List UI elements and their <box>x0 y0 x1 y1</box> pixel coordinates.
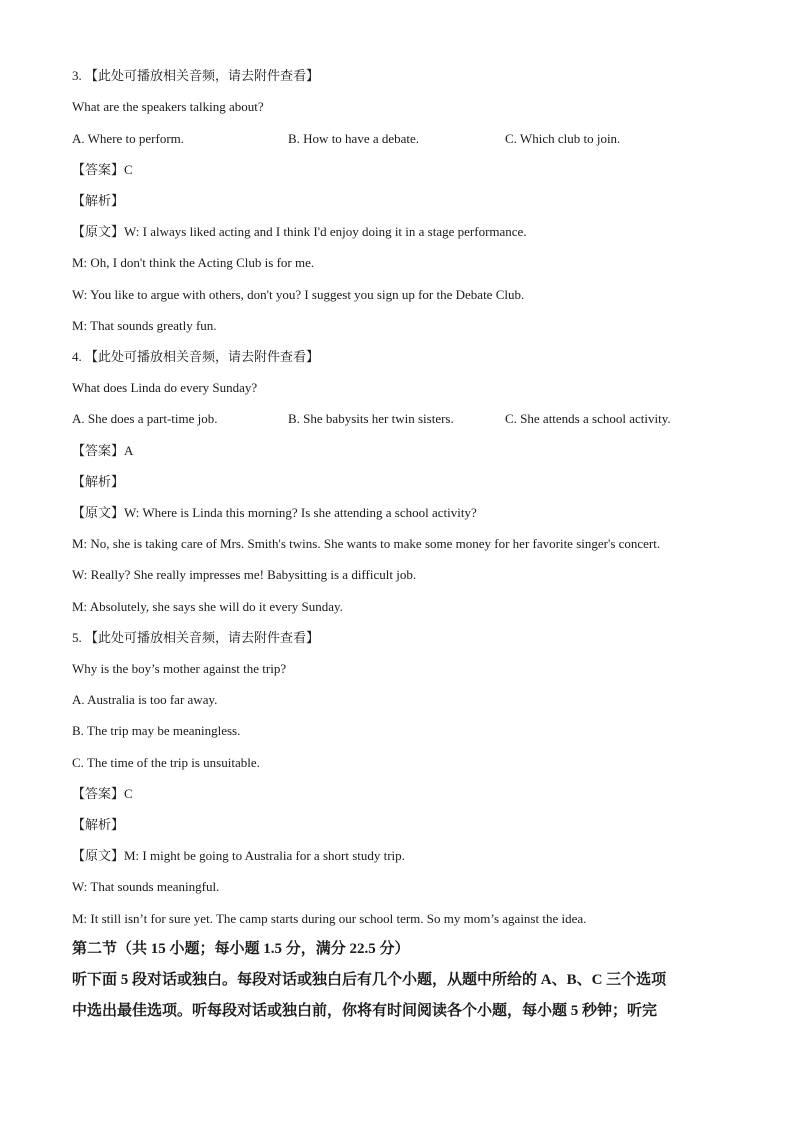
q3-option-a: A. Where to perform. <box>72 131 185 146</box>
q3-answer: 【答案】C <box>72 162 133 177</box>
q5-transcript-line: M: It still isn’t for sure yet. The camp starts during our school term. So my mom’s against the idea. <box>72 911 587 926</box>
q3-option-c: C. Which club to join. <box>505 131 621 146</box>
q5-option-b: B. The trip may be meaningless. <box>72 723 241 738</box>
q3-transcript-line: W: You like to argue with others, don't you? I suggest you sign up for the Debate Club. <box>72 287 525 302</box>
q3-transcript-line: 【原文】W: I always liked acting and I think I'd enjoy doing it in a stage performance. <box>72 224 527 239</box>
q5-header: 5. 【此处可播放相关音频，请去附件查看】 <box>72 630 320 645</box>
q4-transcript-line: M: Absolutely, she says she will do it every Sunday. <box>72 599 343 614</box>
q3-analysis: 【解析】 <box>72 193 125 208</box>
q5-analysis: 【解析】 <box>72 817 125 832</box>
q4-transcript-line: W: Really? She really impresses me! Babysitting is a difficult job. <box>72 567 417 582</box>
q3-options <box>72 131 732 147</box>
q5-option-c: C. The time of the trip is unsuitable. <box>72 755 260 770</box>
q4-transcript-line: 【原文】W: Where is Linda this morning? Is she attending a school activity? <box>72 505 477 520</box>
q3-header: 3. 【此处可播放相关音频，请去附件查看】 <box>72 68 320 83</box>
q5-transcript-line: 【原文】M: I might be going to Australia for a short study trip. <box>72 848 405 863</box>
section2-instructions-line: 听下面 5 段对话或独白。每段对话或独白后有几个小题，从题中所给的 A、B、C 三个选项 <box>72 972 667 988</box>
q4-option-c: C. She attends a school activity. <box>505 411 671 426</box>
q3-transcript-line: M: That sounds greatly fun. <box>72 318 217 333</box>
q5-answer: 【答案】C <box>72 786 133 801</box>
q4-question: What does Linda do every Sunday? <box>72 380 258 395</box>
q4-analysis: 【解析】 <box>72 474 125 489</box>
q5-option-a: A. Australia is too far away. <box>72 692 218 707</box>
q3-question: What are the speakers talking about? <box>72 99 264 114</box>
q5-question: Why is the boy’s mother against the trip? <box>72 661 287 676</box>
section2-title: 第二节（共 15 小题；每小题 1.5 分，满分 22.5 分） <box>72 941 410 957</box>
q4-transcript-line: M: No, she is taking care of Mrs. Smith's twins. She wants to make some money for her favorite singer's concert. <box>72 536 661 551</box>
q4-answer: 【答案】A <box>72 443 134 458</box>
q4-option-a: A. She does a part-time job. <box>72 411 218 426</box>
section2-instructions-line: 中选出最佳选项。听每段对话或独白前，你将有时间阅读各个小题，每小题 5 秒钟；听完 <box>72 1003 658 1019</box>
q4-options <box>72 411 732 427</box>
q3-option-b: B. How to have a debate. <box>288 131 420 146</box>
q5-transcript-line: W: That sounds meaningful. <box>72 879 220 894</box>
q3-transcript-line: M: Oh, I don't think the Acting Club is for me. <box>72 255 315 270</box>
q4-option-b: B. She babysits her twin sisters. <box>288 411 454 426</box>
q4-header: 4. 【此处可播放相关音频，请去附件查看】 <box>72 349 320 364</box>
